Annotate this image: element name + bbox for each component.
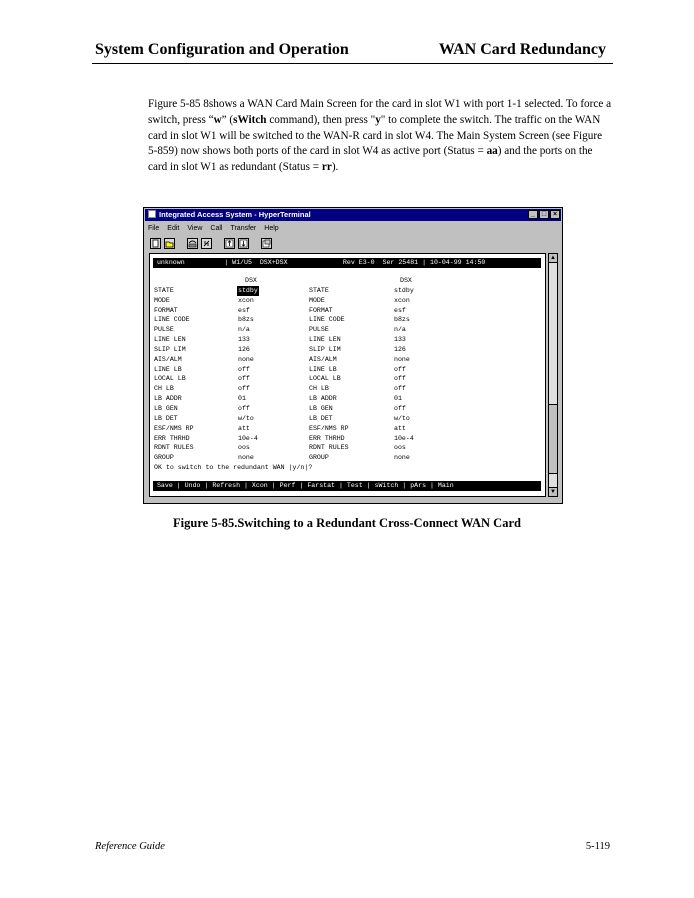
row-value-left: 133: [238, 336, 250, 344]
row-value-right: 126: [394, 345, 406, 353]
row-label-right: STATE: [309, 286, 329, 294]
table-row: [154, 394, 402, 404]
toolbar: [150, 236, 272, 250]
row-label-right: MODE: [309, 296, 325, 304]
row-value-left: w/to: [238, 414, 254, 422]
table-row: [154, 315, 410, 325]
menu-bar: [148, 223, 279, 234]
table-row: [154, 434, 414, 444]
row-label-right: ESF/NMS RP: [309, 424, 349, 432]
row-value-right: off: [394, 375, 406, 383]
window-title: Integrated Access System - HyperTerminal: [159, 210, 311, 219]
row-label-right: CH LB: [309, 385, 329, 393]
row-label-left: LINE LEN: [154, 336, 186, 344]
app-icon: [148, 210, 156, 218]
phone-icon[interactable]: [187, 238, 198, 249]
row-value-right: 01: [394, 395, 402, 403]
row-value-left: none: [238, 454, 254, 462]
row-value-left: xcon: [238, 296, 254, 304]
menu-help[interactable]: Help: [264, 225, 279, 232]
send-icon[interactable]: [224, 238, 235, 249]
row-label-right: LB ADDR: [309, 395, 337, 403]
header-section-title: System Configuration and Operation: [95, 41, 349, 58]
row-value-right: b8zs: [394, 316, 410, 324]
vertical-scrollbar[interactable]: [548, 253, 558, 497]
menu-view[interactable]: View: [187, 225, 203, 232]
prompt-row: [154, 463, 313, 473]
row-value-left: 01: [238, 395, 246, 403]
row-label-right: LB DET: [309, 414, 333, 422]
row-value-left: none: [238, 355, 254, 363]
terminal-rows: [154, 276, 414, 473]
row-value-left: oos: [238, 444, 250, 452]
table-row: [154, 414, 410, 424]
row-label-left: LB DET: [154, 414, 178, 422]
minimize-button[interactable]: _: [528, 210, 538, 219]
row-label-right: LOCAL LB: [309, 375, 341, 383]
row-label-left: LOCAL LB: [154, 375, 186, 383]
row-label-left: GROUP: [154, 454, 174, 462]
hyperterminal-window: [143, 207, 563, 504]
row-value-right: att: [394, 424, 406, 432]
row-label-left: CH LB: [154, 385, 174, 393]
row-label-left: LB GEN: [154, 404, 178, 412]
row-label-right: SLIP LIM: [309, 345, 341, 353]
terminal-status-line: unknown | W1/U5 DSX+DSX Rev E3-0 Ser 25481 | 10-04-99 14:50: [153, 258, 541, 268]
body-paragraph: Figure 5-85 8shows a WAN Card Main Screen for the card in slot W1 with port 1-1 selected. To force a switch, press “w” (sWitch command), then press "y" to complete the switch. The traffic on the WAN card in slot W1 will be switched to the WAN-R card in slot W4. The Main System Screen (see Figure 5-859) now shows both ports of the card in slot W4 as active port (Status = aa) and the ports on the card in slot W1 as redundant (Status = rr).: [148, 98, 612, 174]
row-value-right: off: [394, 365, 406, 373]
open-icon[interactable]: [164, 238, 175, 249]
new-icon[interactable]: [150, 238, 161, 249]
row-label-left: RDNT RULES: [154, 444, 194, 452]
row-label-left: ESF/NMS RP: [154, 424, 194, 432]
col-header-left: DSX: [245, 277, 257, 284]
row-value-left: b8zs: [238, 316, 254, 324]
row-label-right: PULSE: [309, 326, 329, 334]
table-row: [154, 384, 406, 394]
header-chapter-title: WAN Card Redundancy: [438, 41, 606, 58]
row-label-left: PULSE: [154, 326, 174, 334]
properties-icon[interactable]: [261, 238, 272, 249]
table-row: [154, 286, 414, 296]
row-value-right: oos: [394, 444, 406, 452]
row-label-left: LB ADDR: [154, 395, 182, 403]
page-number: 5-119: [585, 841, 610, 852]
scroll-down-icon[interactable]: ▼: [550, 489, 556, 495]
disconnect-icon[interactable]: [201, 238, 212, 249]
row-value-right: esf: [394, 306, 406, 314]
close-button[interactable]: ×: [550, 210, 560, 219]
row-value-right: w/to: [394, 414, 410, 422]
command-bar[interactable]: Save | Undo | Refresh | Xcon | Perf | Farstat | Test | sWitch | pArs | Main: [153, 481, 541, 491]
row-value-left: n/a: [238, 326, 250, 334]
col-header-right: DSX: [400, 277, 412, 284]
row-label-right: AIS/ALM: [309, 355, 337, 363]
table-row: [154, 374, 406, 384]
row-value-right: n/a: [394, 326, 406, 334]
table-row: [154, 424, 406, 434]
selected-value[interactable]: stdby: [238, 286, 258, 294]
row-value-left: 10e-4: [238, 434, 258, 442]
row-value-right: 10e-4: [394, 434, 414, 442]
menu-edit[interactable]: Edit: [167, 225, 180, 232]
row-label-left: MODE: [154, 296, 170, 304]
receive-icon[interactable]: [238, 238, 249, 249]
row-value-left: att: [238, 424, 250, 432]
row-value-left: off: [238, 365, 250, 373]
scroll-up-icon[interactable]: ▲: [550, 255, 556, 261]
row-value-right: off: [394, 404, 406, 412]
row-value-right: 133: [394, 336, 406, 344]
scroll-thumb[interactable]: [549, 404, 557, 474]
row-value-left: off: [238, 385, 250, 393]
row-value-right: none: [394, 454, 410, 462]
row-value-left: off: [238, 404, 250, 412]
row-label-left: STATE: [154, 286, 174, 294]
header-rule: [92, 63, 613, 64]
row-value-left: esf: [238, 306, 250, 314]
row-label-right: LB GEN: [309, 404, 333, 412]
row-label-right: FORMAT: [309, 306, 333, 314]
row-value-right: none: [394, 355, 410, 363]
row-label-right: LINE CODE: [309, 316, 345, 324]
table-row: [154, 325, 406, 335]
row-label-right: ERR THRHD: [309, 434, 345, 442]
table-row: [154, 355, 410, 365]
column-header-row: [154, 276, 412, 286]
menu-transfer[interactable]: Transfer: [230, 225, 257, 232]
row-label-right: GROUP: [309, 454, 329, 462]
row-label-left: LINE LB: [154, 365, 182, 373]
menu-call[interactable]: Call: [210, 225, 223, 232]
row-label-left: SLIP LIM: [154, 345, 186, 353]
row-value-left: off: [238, 375, 250, 383]
table-row: [154, 335, 406, 345]
row-label-right: LINE LB: [309, 365, 337, 373]
figure-caption: Figure 5-85.Switching to a Redundant Cross-Connect WAN Card: [173, 516, 521, 530]
row-label-left: AIS/ALM: [154, 355, 182, 363]
row-value-right: stdby: [394, 286, 414, 294]
row-label-right: LINE LEN: [309, 336, 341, 344]
switch-prompt: OK to switch to the redundant WAN |y/n|?: [154, 464, 313, 472]
table-row: [154, 296, 410, 306]
maximize-button[interactable]: □: [539, 210, 549, 219]
row-value-right: xcon: [394, 296, 410, 304]
row-label-left: LINE CODE: [154, 316, 190, 324]
window-titlebar: [145, 209, 561, 221]
terminal-screen[interactable]: [149, 253, 546, 497]
menu-file[interactable]: File: [148, 225, 160, 232]
row-label-right: RDNT RULES: [309, 444, 349, 452]
table-row: [154, 404, 406, 414]
table-row: [154, 345, 406, 355]
footer-left: Reference Guide: [95, 841, 165, 852]
row-value-right: off: [394, 385, 406, 393]
table-row: [154, 365, 406, 375]
table-row: [154, 443, 406, 453]
row-label-left: ERR THRHD: [154, 434, 190, 442]
table-row: [154, 453, 410, 463]
row-value-left: 126: [238, 345, 250, 353]
row-label-left: FORMAT: [154, 306, 178, 314]
table-row: [154, 306, 406, 316]
